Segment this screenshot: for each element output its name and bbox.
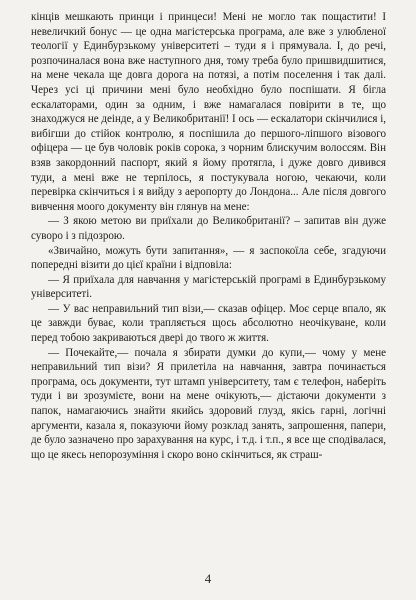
page-number: 4 [204,571,212,586]
paragraph-5: — У вас неправильний тип візи,— сказав офіцер. Моє серце впало, як це завжди буває, коли трапляється щось абсолютно неочікуване, коли перед тобою закриваються двері до твого ж життя. [31,302,386,345]
paragraph-3: «Звичайно, можуть бути запитання», — я заспокоїла себе, згадуючи попередні візити до цієї країни і відповіла: [31,244,386,272]
paragraph-4: — Я приїхала для навчання у магістерській програмі в Единбурзькому університеті. [31,273,386,301]
paragraph-6: — Почекайте,— почала я збирати думки до купи,— чому у мене неправильний тип візи? Я прилетіла на навчання, завтра починається програма, ось документи, тут штамп університету, там є телефон, наберіть туди і ви зрозумієте, вони на мене очікують,— дістаючи документи з папок, намагаючись знайти якийсь здоровий глузд, якісь гарні, логічні аргументи, казала я, показуючи йому розклад занять, запрошення, папери, де було зазначено про зарахування на курс, і т.д. і т.п., я все ще сподівалася, що це якесь непорозуміння і скоро воно скінчиться, як страш- [31,346,386,461]
page-body-text [31,10,386,462]
paragraph-1: кінців мешкають принци і принцеси! Мені не могло так пощастити! І невеличкий бонус — це одна магістерська програма, але вже з улюбленої теології у Единбурзькому університеті – туди я і прямувала. І, до речі, розпочиналася вона вже наступного дня, тому треба було пришвидшитися, на мене чекала ще довга дорога на потязі, а потім поселення і так далі. Через усі ці причини мені було необхідно було поспішати. Я бігла ескалаторами, один за одним, і вже намагалася повірити в те, що знаходжуся не деінде, а у Великобританії! І ось — ескалатори скінчилися і, вибігши до стійок контролю, я поспішила до першого-ліпшого візового офіцера — це був чоловік років сорока, з чорним блискучим волоссям. Він взяв закордонний паспорт, який я йому протягла, і дуже довго дивився туди, а мені вже не терпілось, я постукувала ногою, чекаючи, коли перевірка скінчиться і я вийду з аеропорту до Лондона... Але після довгого вивчення моого документу він глянув на мене: [31,11,386,213]
paragraph-2: — З якою метою ви приїхали до Великобританії? – запитав він дуже суворо і з підозрою. [31,215,386,242]
